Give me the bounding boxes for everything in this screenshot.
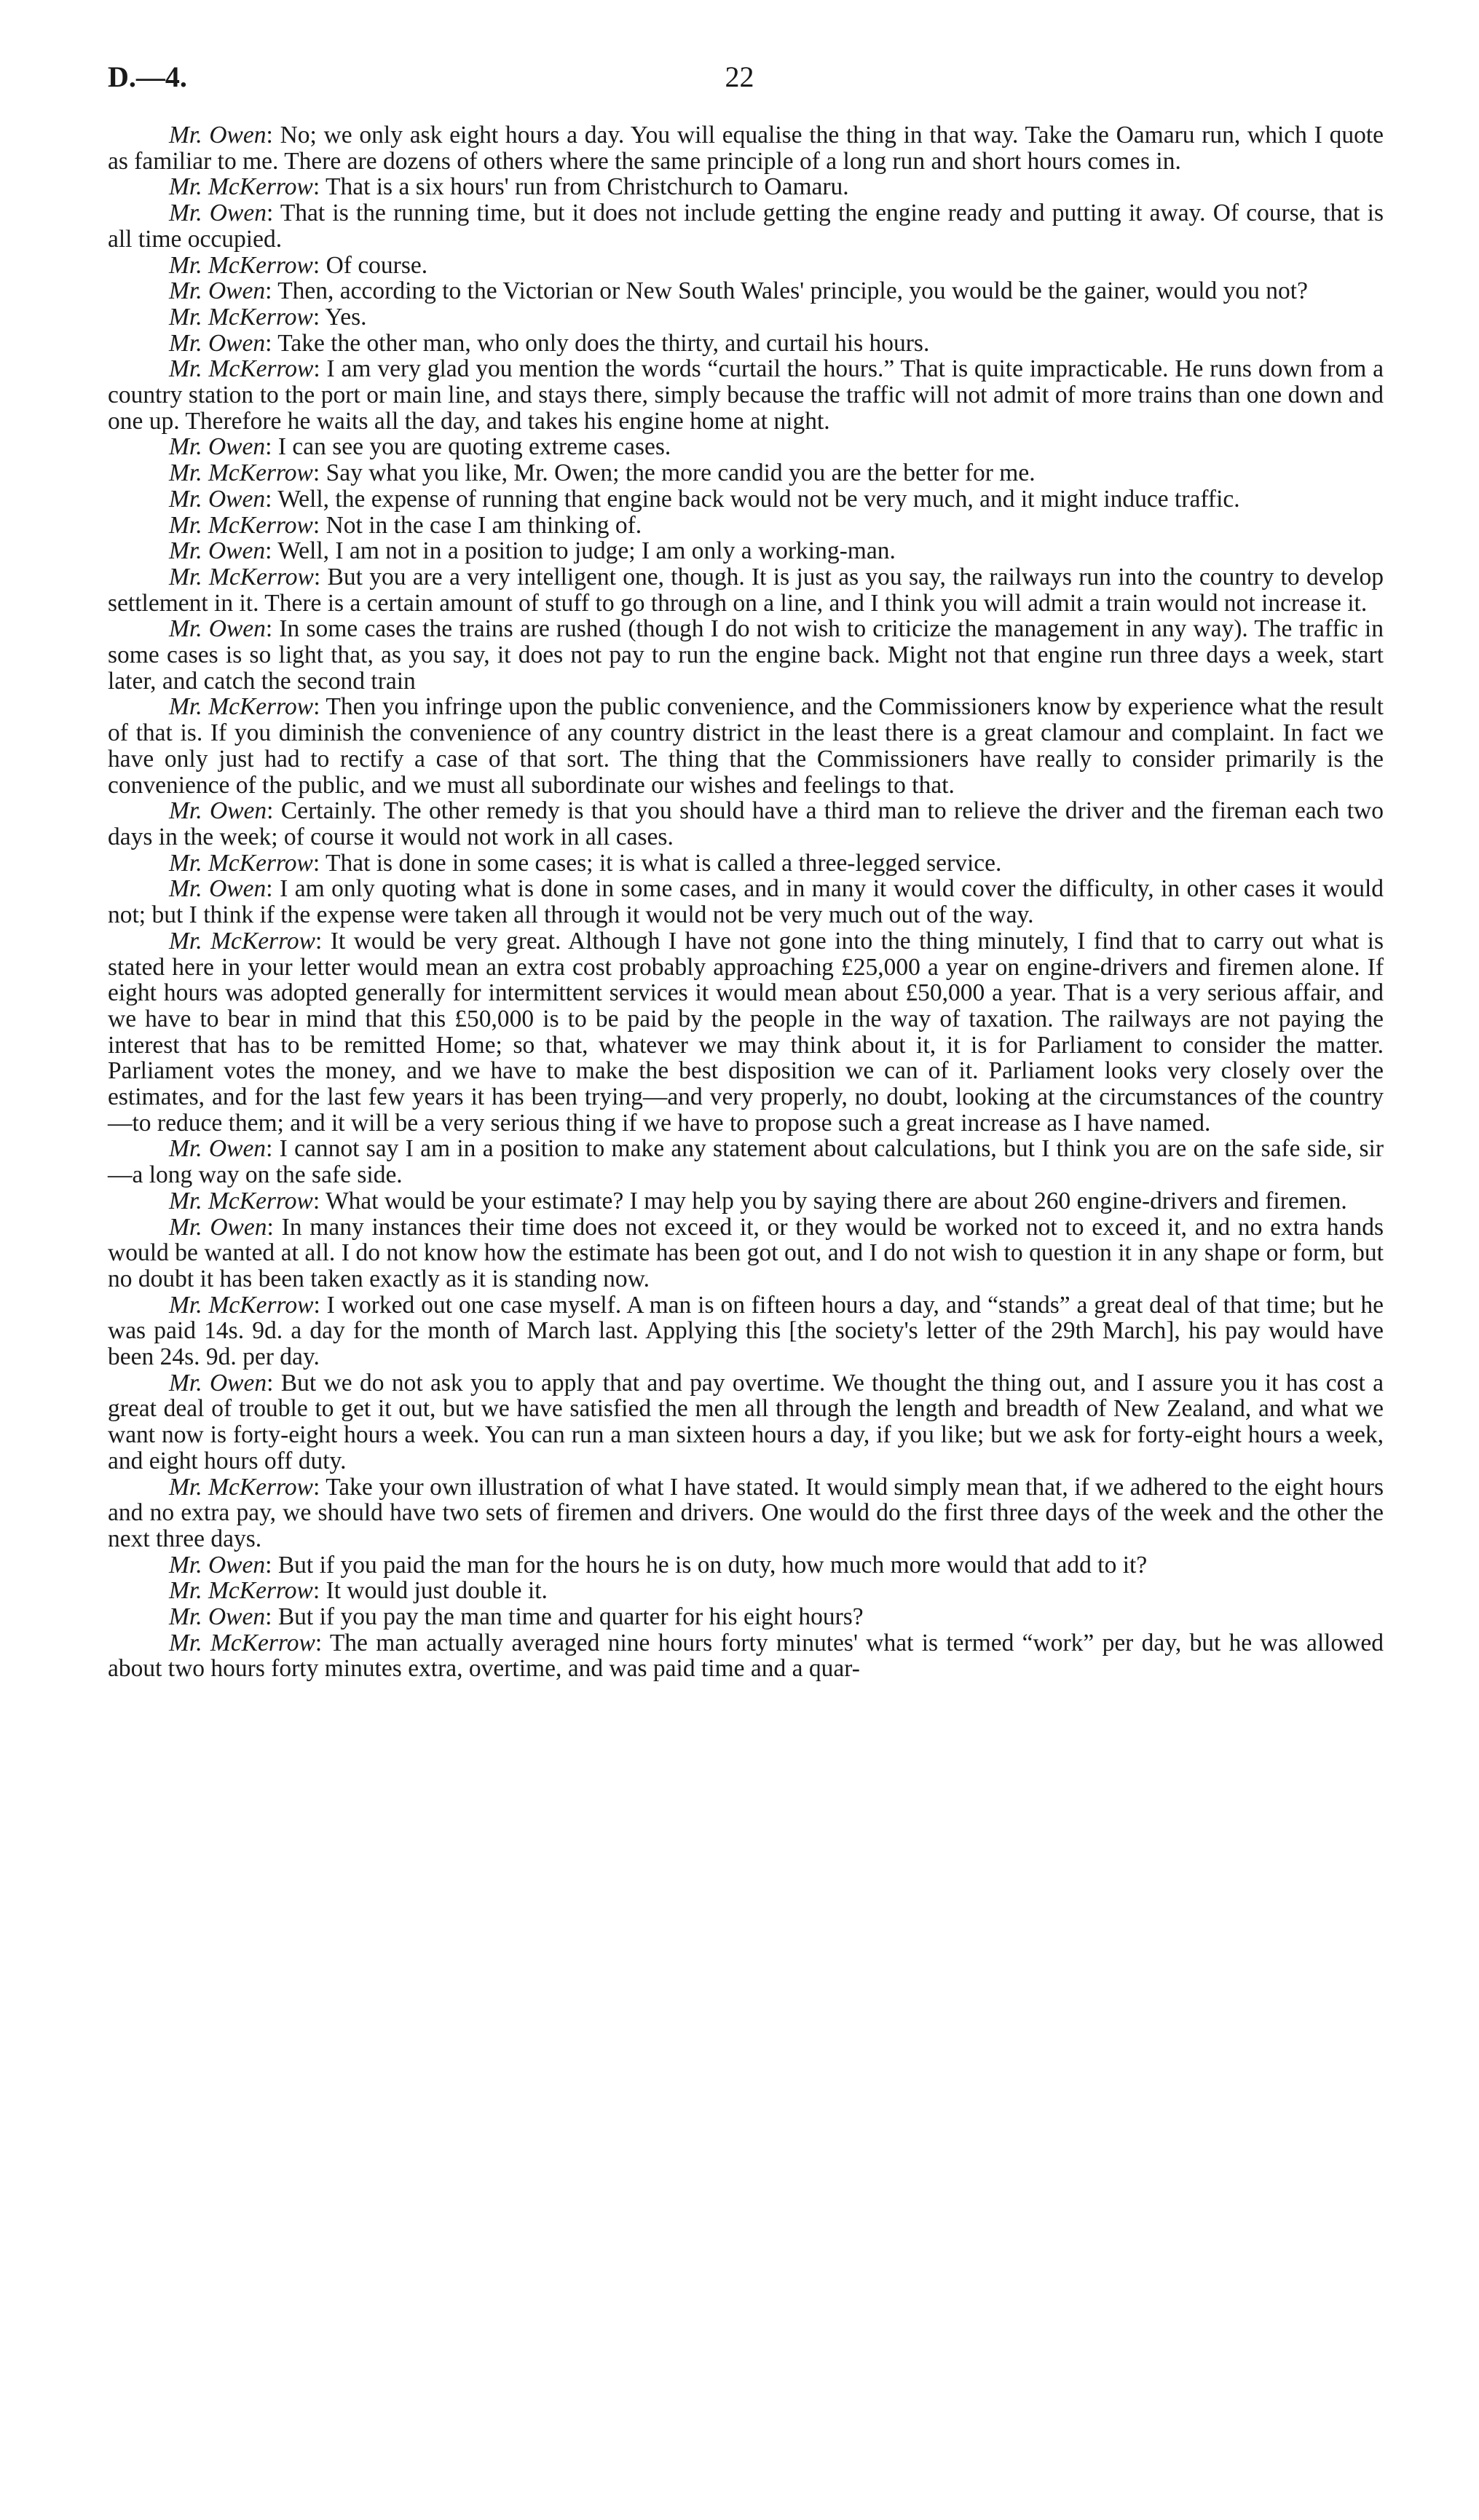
page-header	[108, 60, 1371, 103]
speaker-name: Mr. McKerrow	[169, 693, 314, 721]
document-reference: D.—4.	[108, 60, 187, 93]
speaker-name: Mr. Owen	[169, 329, 266, 357]
dialogue-paragraph: Mr. Owen: But if you pay the man time and quarter for his eight hours?	[169, 1603, 864, 1631]
paragraph-text: I cannot say I am in a position to make any statement about calculations, but I think you are on the safe side, sir—a long way on the safe side.	[108, 1135, 1384, 1189]
paragraph-text: It would be very great. Although I have not gone into the thing minutely, I find that to carry out what is stated here in your letter would mean an extra cost probably approaching £25,000 a year on engine-drivers and firemen alone. If eight hours was adopted generally for intermittent services it would mean about £50,000 a year. That is a very serious affair, and we have to bear in mind that this £50,000 is to be paid by the people in the way of taxation. The railways are not paying the interest that has to be remitted Home; so that, whatever we may think about it, it is for Parliament to consider the matter. Parliament votes the money, and we have to make the best disposition we can of it. Parliament looks very closely over the estimates, and for the last few years it has been trying—and very properly, no doubt, looking at the circumstances of the country—to reduce them; and it will be a very serious thing if we have to propose such a great increase as I have named.	[108, 927, 1384, 1137]
dialogue-paragraph: Mr. Owen: I am only quoting what is done in some cases, and in many it would cover the difficulty, in other cases it would not; but I think if the expense were taken all through it would not be very much out of the way.	[108, 875, 1384, 929]
dialogue-paragraph: Mr. Owen: Then, according to the Victorian or New South Wales' principle, you would be the gainer, would you not?	[169, 277, 1308, 305]
dialogue-paragraph: Mr. McKerrow: I am very glad you mention the words “curtail the hours.” That is quite impracticable. He runs down from a country station to the port or main line, and stays there, simply because the traffic will not admit of more trains than one down and one up. Therefore he waits all the day, and takes his engine home at night.	[108, 355, 1384, 435]
speaker-name: Mr. McKerrow	[169, 927, 315, 955]
paragraph-text: I worked out one case myself. A man is on fifteen hours a day, and “stands” a great deal of that time; but he was paid 14s. 9d. a day for the month of March last. Applying this [the society's letter of the 29th March], his pay would have been 24s. 9d. per day.	[108, 1291, 1384, 1371]
paragraph-text: That is a six hours' run from Christchurch to Oamaru.	[325, 173, 849, 201]
speaker-name: Mr. Owen	[169, 615, 266, 643]
dialogue-paragraph: Mr. Owen: In some cases the trains are rushed (though I do not wish to criticize the management in any way). The traffic in some cases is so light that, as you say, it does not pay to run the engine back. Might not that engine run three days a week, start later, and catch the second train	[108, 615, 1384, 695]
speaker-name: Mr. Owen	[169, 537, 266, 565]
paragraph-text: But if you paid the man for the hours he is on duty, how much more would that add to it?	[277, 1551, 1148, 1579]
paragraph-text: Then you infringe upon the public convenience, and the Commissioners know by experience what the result of that is. If you diminish the convenience of any country district in the least there is a great clamour and complaint. In fact we have only just had to rectify a case of that sort. The thing that the Commissioners have really to consider primarily is the convenience of the public, and we must all subordinate our wishes and feelings to that.	[108, 693, 1384, 799]
speaker-name: Mr. Owen	[169, 122, 267, 149]
speaker-name: Mr. Owen	[169, 200, 267, 227]
dialogue-paragraph: Mr. Owen: Certainly. The other remedy is that you should have a third man to relieve the driver and the fireman each two days in the week; of course it would not work in all cases.	[108, 797, 1384, 850]
paragraph-text: The man actually averaged nine hours forty minutes' what is termed “work” per day, but he was allowed about two hours forty minutes extra, overtime, and was paid time and a quar-	[108, 1629, 1384, 1683]
speaker-name: Mr. McKerrow	[169, 849, 313, 877]
paragraph-text: I am very glad you mention the words “curtail the hours.” That is quite impracticable. He runs down from a country station to the port or main line, and stays there, simply because the traffic will not admit of more trains than one down and one up. Therefore he waits all the day, and takes his engine home at night.	[108, 355, 1384, 435]
paragraph-text: In many instances their time does not exceed it, or they would be worked not to exceed it, and no extra hands would be wanted at all. I do not know how the estimate has been got out, and I do not wish to question it in any shape or form, but no doubt it has been taken exactly as it is standing now.	[108, 1213, 1384, 1292]
dialogue-paragraph: Mr. McKerrow: That is a six hours' run from Christchurch to Oamaru.	[169, 173, 849, 201]
speaker-name: Mr. Owen	[169, 1551, 266, 1579]
dialogue-paragraph: Mr. McKerrow: Say what you like, Mr. Owen; the more candid you are the better for me.	[169, 459, 1036, 487]
paragraph-text: Well, I am not in a position to judge; I am only a working-man.	[277, 537, 896, 565]
speaker-name: Mr. McKerrow	[169, 1187, 313, 1214]
paragraph-text: But we do not ask you to apply that and pay overtime. We thought the thing out, and I assure you it has cost a great deal of trouble to get it out, but we have satisfied the men all through the length and breadth of New Zealand, and what we want now is forty-eight hours a week. You can run a man sixteen hours a day, if you like; but we ask for forty-eight hours a week, and eight hours off duty.	[108, 1369, 1384, 1474]
dialogue-paragraph: Mr. McKerrow: That is done in some cases; it is what is called a three-legged service.	[169, 849, 1002, 877]
paragraph-text: No; we only ask eight hours a day. You will equalise the thing in that way. Take the Oamaru run, which I quote as familiar to me. There are dozens of others where the same principle of a long run and short hours comes in.	[108, 122, 1384, 175]
speaker-name: Mr. McKerrow	[169, 303, 313, 331]
paragraph-text: That is the running time, but it does not include getting the engine ready and putting it away. Of course, that is all time occupied.	[108, 200, 1384, 253]
dialogue-paragraph: Mr. Owen: I can see you are quoting extreme cases.	[169, 433, 671, 461]
paragraph-text: I am only quoting what is done in some cases, and in many it would cover the difficulty, in other cases it would not; but I think if the expense were taken all through it would not be very much out of the way.	[108, 875, 1384, 929]
speaker-name: Mr. McKerrow	[169, 563, 314, 590]
dialogue-paragraph: Mr. McKerrow: Of course.	[169, 251, 428, 279]
speaker-name: Mr. McKerrow	[169, 1577, 313, 1605]
dialogue-paragraph: Mr. Owen: Take the other man, who only does the thirty, and curtail his hours.	[169, 329, 930, 357]
paragraph-text: Yes.	[325, 303, 367, 331]
speaker-name: Mr. Owen	[169, 277, 266, 305]
paragraph-text: What would be your estimate? I may help you by saying there are about 260 engine-drivers and firemen.	[325, 1187, 1347, 1214]
speaker-name: Mr. McKerrow	[169, 173, 313, 201]
speaker-name: Mr. McKerrow	[169, 459, 313, 487]
speaker-name: Mr. Owen	[169, 485, 266, 513]
speaker-name: Mr. Owen	[169, 1369, 267, 1397]
paragraph-text: Well, the expense of running that engine back would not be very much, and it might induce traffic.	[277, 485, 1240, 513]
dialogue-paragraph: Mr. McKerrow: Then you infringe upon the public convenience, and the Commissioners know by experience what the result of that is. If you diminish the convenience of any country district in the least there is a great clamour and complaint. In fact we have only just had to rectify a case of that sort. The thing that the Commissioners have really to consider primarily is the convenience of the public, and we must all subordinate our wishes and feelings to that.	[108, 693, 1384, 799]
paragraph-text: That is done in some cases; it is what is called a three-legged service.	[325, 849, 1002, 877]
speaker-name: Mr. Owen	[169, 797, 267, 825]
paragraph-text: Take your own illustration of what I have stated. It would simply mean that, if we adhered to the eight hours and no extra pay, we should have two sets of firemen and drivers. One would do the first three days of the week and the other the next three days.	[108, 1473, 1384, 1552]
dialogue-paragraph: Mr. Owen: Well, the expense of running that engine back would not be very much, and it might induce traffic.	[169, 485, 1240, 513]
speaker-name: Mr. Owen	[169, 1135, 267, 1163]
dialogue-paragraph: Mr. McKerrow: What would be your estimate? I may help you by saying there are about 260 engine-drivers and firemen.	[169, 1187, 1347, 1214]
dialogue-paragraph: Mr. Owen: In many instances their time does not exceed it, or they would be worked not to exceed it, and no extra hands would be wanted at all. I do not know how the estimate has been got out, and I do not wish to question it in any shape or form, but no doubt it has been taken exactly as it is standing now.	[108, 1213, 1384, 1292]
page-number: 22	[725, 60, 754, 93]
dialogue-paragraph: Mr. Owen: But if you paid the man for the hours he is on duty, how much more would that add to it?	[169, 1551, 1148, 1579]
paragraph-text: Say what you like, Mr. Owen; the more candid you are the better for me.	[326, 459, 1036, 487]
paragraph-text: Of course.	[326, 251, 428, 279]
paragraph-text: But if you pay the man time and quarter for his eight hours?	[277, 1603, 864, 1631]
speaker-name: Mr. McKerrow	[169, 511, 313, 539]
dialogue-paragraph: Mr. Owen: But we do not ask you to apply that and pay overtime. We thought the thing out, and I assure you it has cost a great deal of trouble to get it out, but we have satisfied the men all through the length and breadth of New Zealand, and what we want now is forty-eight hours a week. You can run a man sixteen hours a day, if you like; but we ask for forty-eight hours a week, and eight hours off duty.	[108, 1369, 1384, 1474]
dialogue-paragraph: Mr. McKerrow: Not in the case I am thinking of.	[169, 511, 642, 539]
paragraph-text: But you are a very intelligent one, though. It is just as you say, the railways run into the country to develop settlement in it. There is a certain amount of stuff to go through on a line, and I think you will admit a train would not increase it.	[108, 563, 1384, 617]
speaker-name: Mr. McKerrow	[169, 251, 313, 279]
dialogue-paragraph: Mr. McKerrow: Yes.	[169, 303, 367, 331]
speaker-name: Mr. McKerrow	[169, 1291, 314, 1319]
dialogue-paragraph: Mr. McKerrow: But you are a very intelligent one, though. It is just as you say, the railways run into the country to develop settlement in it. There is a certain amount of stuff to go through on a line, and I think you will admit a train would not increase it.	[108, 563, 1384, 617]
document-body	[108, 122, 1384, 1682]
dialogue-paragraph: Mr. McKerrow: Take your own illustration of what I have stated. It would simply mean that, if we adhered to the eight hours and no extra pay, we should have two sets of firemen and drivers. One would do the first three days of the week and the other the next three days.	[108, 1473, 1384, 1552]
dialogue-paragraph: Mr. Owen: No; we only ask eight hours a day. You will equalise the thing in that way. Take the Oamaru run, which I quote as familiar to me. There are dozens of others where the same principle of a long run and short hours comes in.	[108, 122, 1384, 175]
speaker-name: Mr. Owen	[169, 875, 267, 903]
paragraph-text: I can see you are quoting extreme cases.	[277, 433, 671, 461]
dialogue-paragraph: Mr. McKerrow: It would be very great. Although I have not gone into the thing minutely, I find that to carry out what is stated here in your letter would mean an extra cost probably approaching £25,000 a year on engine-drivers and firemen alone. If eight hours was adopted generally for intermittent services it would mean about £50,000 a year. That is a very serious affair, and we have to bear in mind that this £50,000 is to be paid by the people in the way of taxation. The railways are not paying the interest that has to be remitted Home; so that, whatever we may think about it, it is for Parliament to consider the matter. Parliament votes the money, and we have to make the best disposition we can of it. Parliament looks very closely over the estimates, and for the last few years it has been trying—and very properly, no doubt, looking at the circumstances of the country—to reduce them; and it will be a very serious thing if we have to propose such a great increase as I have named.	[108, 927, 1384, 1137]
paragraph-text: Take the other man, who only does the thirty, and curtail his hours.	[277, 329, 930, 357]
speaker-name: Mr. Owen	[169, 433, 266, 461]
dialogue-paragraph: Mr. Owen: I cannot say I am in a position to make any statement about calculations, but I think you are on the safe side, sir—a long way on the safe side.	[108, 1135, 1384, 1189]
paragraph-text: Not in the case I am thinking of.	[326, 511, 642, 539]
speaker-name: Mr. Owen	[169, 1603, 266, 1631]
dialogue-paragraph: Mr. Owen: That is the running time, but it does not include getting the engine ready and putting it away. Of course, that is all time occupied.	[108, 200, 1384, 253]
dialogue-paragraph: Mr. McKerrow: The man actually averaged nine hours forty minutes' what is termed “work” per day, but he was allowed about two hours forty minutes extra, overtime, and was paid time and a quar-	[108, 1629, 1384, 1683]
paragraph-text: Then, according to the Victorian or New South Wales' principle, you would be the gainer, would you not?	[277, 277, 1308, 305]
speaker-name: Mr. McKerrow	[169, 1473, 313, 1501]
dialogue-paragraph: Mr. McKerrow: It would just double it.	[169, 1577, 548, 1605]
speaker-name: Mr. Owen	[169, 1213, 267, 1241]
paragraph-text: In some cases the trains are rushed (though I do not wish to criticize the management in any way). The traffic in some cases is so light that, as you say, it does not pay to run the engine back. Might not that engine run three days a week, start later, and catch the second train	[108, 615, 1384, 695]
paragraph-text: It would just double it.	[326, 1577, 548, 1605]
paragraph-text: Certainly. The other remedy is that you should have a third man to relieve the driver and the fireman each two days in the week; of course it would not work in all cases.	[108, 797, 1384, 850]
dialogue-paragraph: Mr. Owen: Well, I am not in a position to judge; I am only a working-man.	[169, 537, 896, 565]
dialogue-paragraph: Mr. McKerrow: I worked out one case myself. A man is on fifteen hours a day, and “stands” a great deal of that time; but he was paid 14s. 9d. a day for the month of March last. Applying this [the society's letter of the 29th March], his pay would have been 24s. 9d. per day.	[108, 1291, 1384, 1371]
speaker-name: Mr. McKerrow	[169, 355, 314, 383]
speaker-name: Mr. McKerrow	[169, 1629, 315, 1656]
